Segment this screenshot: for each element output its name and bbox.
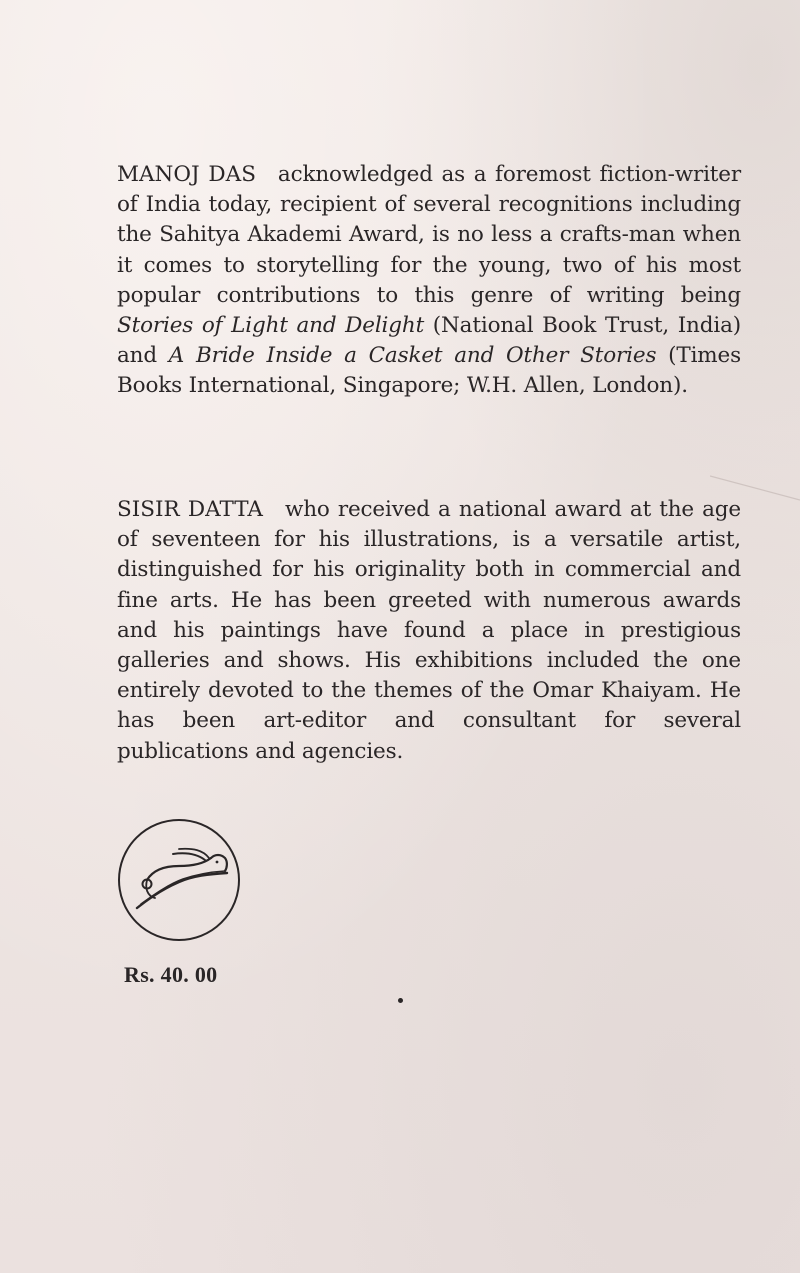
price-label: Rs. 40. 00 (124, 962, 218, 987)
print-speck (398, 998, 403, 1003)
leaping-hare-icon (117, 818, 241, 942)
author-bio-text-1: acknowledged as a foremost fiction-writer of India today, recipient of several recognitions including the Sahitya Akademi Award, is no less a crafts-man when it comes to storytelling for the young, two of his most popular contributions to this genre of writing being (117, 162, 741, 308)
illustrator-name: SISIR DATTA (117, 497, 263, 522)
author-name: MANOJ DAS (117, 162, 256, 187)
author-bio-text-3: (Times Books International, Singapore; W.H. Allen, London). (117, 343, 742, 399)
author-bio (117, 160, 741, 402)
author-bio-text-2: (National Book Trust, India) and (117, 313, 741, 369)
book-title-stories-of-light: Stories of Light and Delight (117, 313, 425, 339)
paper-crease (710, 470, 800, 510)
illustrator-bio (117, 495, 741, 767)
illustrator-bio-text: who received a national award at the age of seventeen for his illustrations, is a versatile artist, distinguished for his originality both in commercial and fine arts. He has been greeted with numerous awards and his paintings have found a place in prestigious galleries and shows. His exhibitions included the one entirely devoted to the themes of the Omar Khaiyam. He has been art-editor and consultant for several publications and agencies. (117, 497, 741, 764)
book-title-bride-inside-casket: A Bride Inside a Casket and Other Stories (168, 343, 657, 369)
